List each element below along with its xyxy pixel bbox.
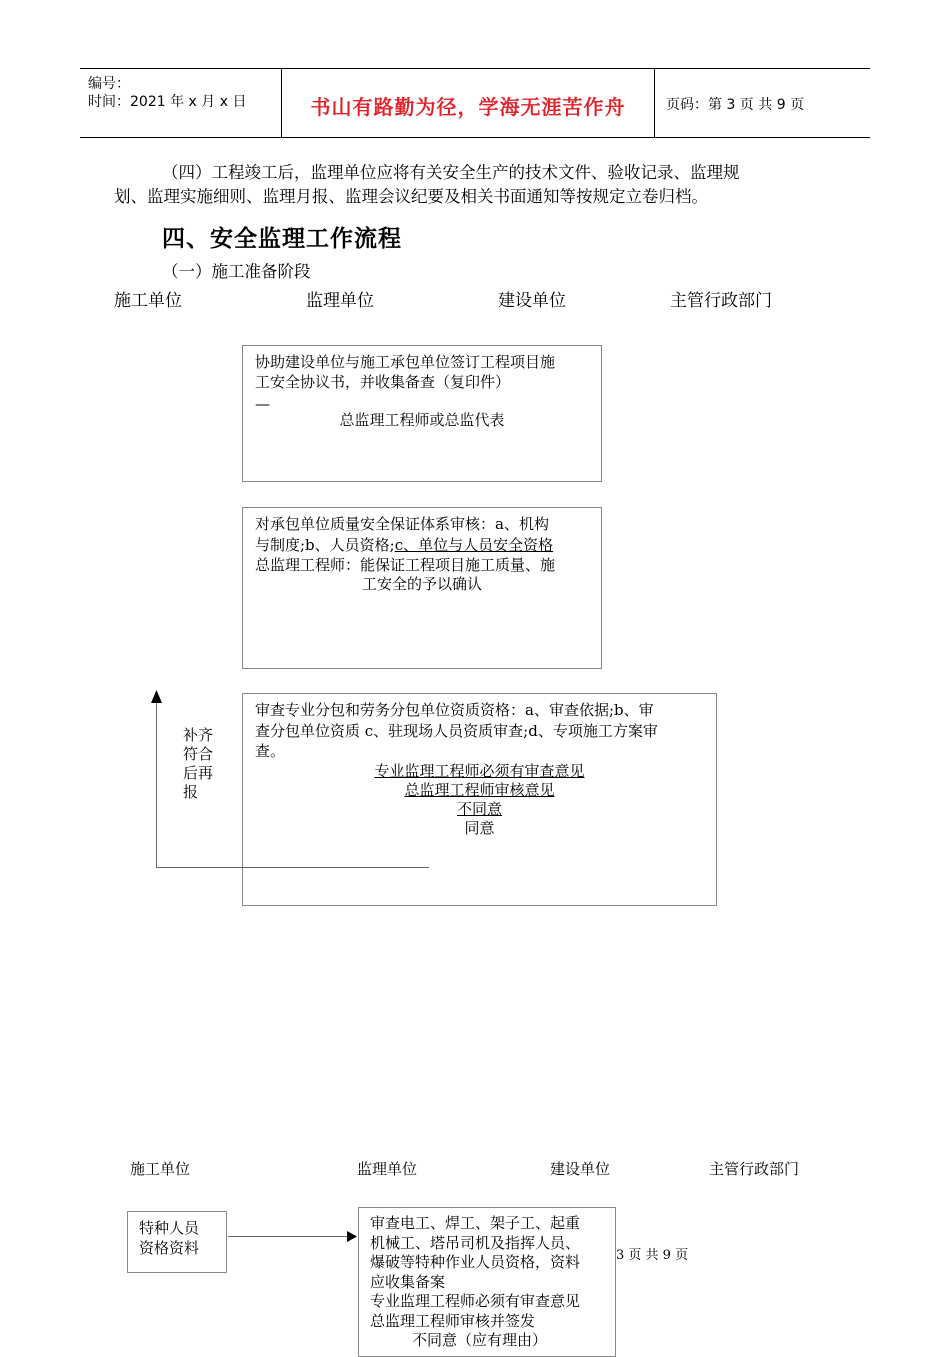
document-header xyxy=(80,68,870,138)
column-supervisor: 监理单位 xyxy=(357,1160,418,1178)
box2-line1: 对承包单位质量安全保证体系审核：a、机构 xyxy=(255,515,549,533)
column-authority: 主管行政部门 xyxy=(709,1160,800,1178)
box1-dash: — xyxy=(255,395,270,413)
column-owner: 建设单位 xyxy=(498,291,566,311)
page-number-label: 页码：第 3 页 共 9 页 xyxy=(666,97,805,113)
box3-line1: 审查专业分包和劳务分包单位资质资格：a、审查依据;b、审 xyxy=(255,701,654,719)
arrow-up-icon xyxy=(150,690,163,704)
box3-line2: 查分包单位资质 c、驻现场人员资质审查;d、专项施工方案审 xyxy=(255,722,658,740)
section-heading: 四、安全监理工作流程 xyxy=(162,226,402,252)
box1-line1: 协助建设单位与施工承包单位签订工程项目施 xyxy=(255,353,556,371)
box2-line4: 工安全的予以确认 xyxy=(361,575,482,593)
box1-line2: 工安全协议书，并收集备查（复印件） xyxy=(255,373,511,391)
return-arrow-line xyxy=(156,700,157,867)
header-divider xyxy=(654,69,655,137)
box2-line2: 与制度;b、人员资格;c、单位与人员安全资格 xyxy=(255,536,554,554)
column-supervisor: 监理单位 xyxy=(306,291,374,311)
box3-disagree: 不同意 xyxy=(456,800,502,818)
column-owner: 建设单位 xyxy=(550,1160,611,1178)
paragraph-four-line1: （四）工程竣工后，监理单位应将有关安全生产的技术文件、验收记录、监理规 xyxy=(162,163,740,182)
arrow-right-icon xyxy=(347,1231,358,1242)
header-motto: 书山有路勤为径，学海无涯苦作舟 xyxy=(310,95,626,119)
box3-sign1: 专业监理工程师必须有审查意见 xyxy=(374,762,585,780)
box3-sign2: 总监理工程师审核意见 xyxy=(404,781,555,799)
column-authority: 主管行政部门 xyxy=(670,291,772,311)
left-box-line1: 特种人员 xyxy=(139,1219,200,1237)
return-arrow-base xyxy=(156,867,429,868)
footer-page-number: 3 页 共 9 页 xyxy=(616,1248,689,1263)
box1-signatory: 总监理工程师或总监代表 xyxy=(339,411,505,429)
column-contractor: 施工单位 xyxy=(114,291,182,311)
resubmit-note: 补齐 符合 后再 报 xyxy=(183,726,214,801)
left-box-line2: 资格资料 xyxy=(139,1239,200,1257)
date-label: 时间：2021 年 x 月 x 日 xyxy=(88,94,247,110)
stage-heading: （一）施工准备阶段 xyxy=(162,262,311,281)
paragraph-four-line2: 划、监理实施细则、监理月报、监理会议纪要及相关书面通知等按规定立卷归档。 xyxy=(114,187,708,206)
connector-line xyxy=(228,1236,350,1237)
box3-agree: 同意 xyxy=(464,819,495,837)
box3-line3: 查。 xyxy=(255,742,286,760)
box2-line3: 总监理工程师：能保证工程项目施工质量、施 xyxy=(255,556,556,574)
special-review-text: 审查电工、焊工、架子工、起重 机械工、塔吊司机及指挥人员、 爆破等特种作业人员资格，资料 应收集备案 专业监理工程师必须有审查意见 总监理工程师审核并签发 不同意（应有理由） xyxy=(370,1214,581,1349)
serial-label: 编号： xyxy=(88,76,130,92)
column-contractor: 施工单位 xyxy=(130,1160,191,1178)
